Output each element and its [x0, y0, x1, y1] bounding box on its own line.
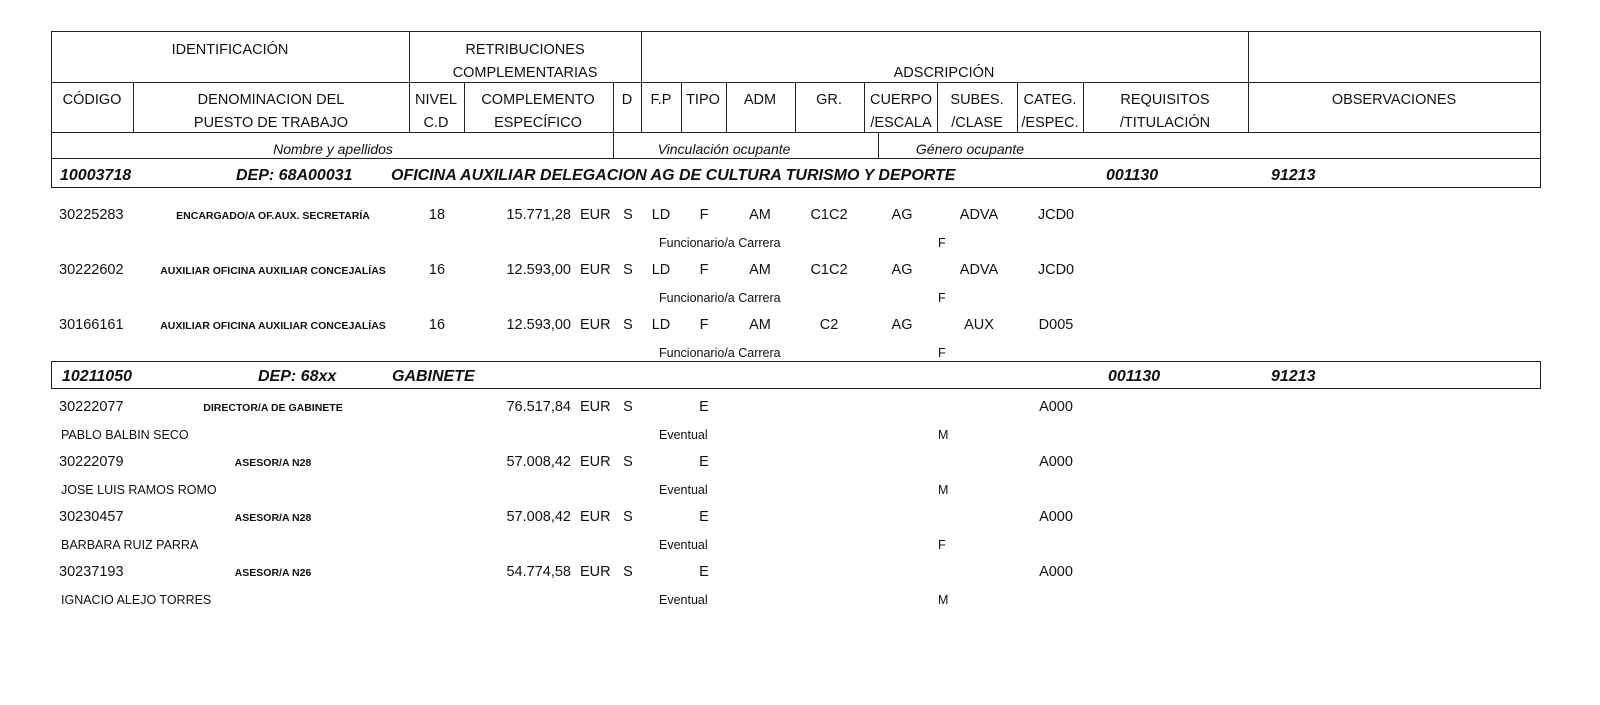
- section-num1: 001130: [1106, 167, 1159, 184]
- row-denominacion: DIRECTOR/A DE GABINETE: [203, 402, 343, 414]
- row-complemento: 12.593,00: [506, 262, 571, 278]
- row-moneda: EUR: [580, 399, 611, 415]
- header-subes-1: SUBES.: [950, 92, 1004, 108]
- section-num2: 91213: [1271, 167, 1316, 184]
- section-num2: 91213: [1271, 368, 1316, 385]
- row-d: S: [623, 564, 633, 580]
- row-subes: ADVA: [959, 207, 999, 223]
- header-categ-2: /ESPEC.: [1021, 115, 1079, 131]
- row-denominacion: AUXILIAR OFICINA AUXILIAR CONCEJALÍAS: [160, 265, 386, 277]
- header-tipo: TIPO: [686, 92, 720, 108]
- row-d: S: [623, 317, 633, 333]
- row-tipo: F: [699, 317, 709, 333]
- row-genero: M: [938, 428, 949, 442]
- header-gr: GR.: [816, 92, 842, 108]
- header-cuerpo-2: /ESCALA: [870, 115, 932, 131]
- row-adm: AM: [749, 207, 771, 223]
- header-nivel-2: C.D: [423, 115, 449, 131]
- row-categ: JCD0: [1037, 207, 1075, 223]
- row-tipo: E: [699, 564, 709, 580]
- row-moneda: EUR: [580, 564, 611, 580]
- row-genero: F: [938, 538, 946, 552]
- row-vinculacion: Funcionario/a Carrera: [659, 291, 781, 305]
- row-complemento: 12.593,00: [506, 317, 571, 333]
- row-complemento: 57.008,42: [506, 454, 571, 470]
- row-d: S: [623, 509, 633, 525]
- header-d: D: [621, 92, 633, 108]
- header-vinculacion: Vinculación ocupante: [657, 141, 791, 157]
- row-denominacion: ASESOR/A N28: [234, 457, 312, 469]
- row-moneda: EUR: [580, 262, 611, 278]
- row-nombre: IGNACIO ALEJO TORRES: [61, 593, 212, 607]
- row-nombre: JOSE LUIS RAMOS ROMO: [61, 483, 217, 497]
- header-complemento-1: COMPLEMENTO: [481, 92, 595, 108]
- row-tipo: E: [699, 399, 709, 415]
- header-retribuciones-1: RETRIBUCIONES: [465, 42, 585, 58]
- row-subes: AUX: [964, 317, 994, 333]
- row-moneda: EUR: [580, 509, 611, 525]
- row-complemento: 54.774,58: [506, 564, 571, 580]
- row-complemento: 15.771,28: [506, 207, 571, 223]
- section-name: OFICINA AUXILIAR DELEGACION AG DE CULTURA TURISMO Y DEPORTE: [391, 167, 956, 184]
- row-complemento: 76.517,84: [506, 399, 571, 415]
- row-denominacion: ASESOR/A N26: [234, 567, 312, 579]
- row-vinculacion: Eventual: [659, 538, 708, 552]
- header-nombre: Nombre y apellidos: [273, 141, 393, 157]
- row-nivel: 16: [428, 262, 446, 278]
- row-nombre: PABLO BALBIN SECO: [61, 428, 189, 442]
- row-fp: LD: [651, 262, 671, 278]
- row-vinculacion: Funcionario/a Carrera: [659, 346, 781, 360]
- row-vinculacion: Eventual: [659, 593, 708, 607]
- section-name: GABINETE: [392, 368, 475, 385]
- row-nombre: BARBARA RUIZ PARRA: [61, 538, 199, 552]
- header-nivel-1: NIVEL: [415, 92, 457, 108]
- row-categ: A000: [1039, 454, 1073, 470]
- row-d: S: [623, 399, 633, 415]
- row-moneda: EUR: [580, 207, 611, 223]
- row-complemento: 57.008,42: [506, 509, 571, 525]
- row-denominacion: ASESOR/A N28: [234, 512, 312, 524]
- row-codigo: 30222079: [59, 454, 124, 470]
- header-denominacion-1: DENOMINACION DEL: [197, 92, 345, 108]
- section-num1: 001130: [1108, 368, 1161, 385]
- row-d: S: [623, 207, 633, 223]
- header-genero: Género ocupante: [915, 141, 1025, 157]
- row-categ: JCD0: [1037, 262, 1075, 278]
- row-d: S: [623, 454, 633, 470]
- header-subes-2: /CLASE: [951, 115, 1003, 131]
- row-nivel: 16: [428, 317, 446, 333]
- row-codigo: 30230457: [59, 509, 124, 525]
- header-fp: F.P: [650, 92, 672, 108]
- row-cuerpo: AG: [891, 207, 913, 223]
- row-cuerpo: AG: [891, 262, 913, 278]
- row-denominacion: ENCARGADO/A OF.AUX. SECRETARÍA: [176, 210, 370, 222]
- header-categ-1: CATEG.: [1023, 92, 1077, 108]
- row-adm: AM: [749, 317, 771, 333]
- section-dep: DEP: 68A00031: [236, 167, 353, 184]
- row-tipo: E: [699, 454, 709, 470]
- header-codigo: CÓDIGO: [62, 92, 122, 108]
- row-fp: LD: [651, 317, 671, 333]
- row-vinculacion: Funcionario/a Carrera: [659, 236, 781, 250]
- header-identificacion: IDENTIFICACIÓN: [171, 42, 289, 58]
- section-code: 10211050: [62, 368, 132, 385]
- row-vinculacion: Eventual: [659, 428, 708, 442]
- row-d: S: [623, 262, 633, 278]
- row-genero: M: [938, 483, 949, 497]
- row-gr: C2: [819, 317, 839, 333]
- row-codigo: 30237193: [59, 564, 124, 580]
- row-tipo: E: [699, 509, 709, 525]
- row-gr: C1C2: [810, 207, 848, 223]
- row-genero: M: [938, 593, 949, 607]
- row-codigo: 30225283: [59, 207, 124, 223]
- header-complemento-2: ESPECÍFICO: [494, 115, 582, 131]
- section-code: 10003718: [60, 167, 132, 184]
- row-codigo: 30222077: [59, 399, 124, 415]
- row-adm: AM: [749, 262, 771, 278]
- row-tipo: F: [699, 262, 709, 278]
- header-adscripcion: ADSCRIPCIÓN: [893, 65, 995, 81]
- row-vinculacion: Eventual: [659, 483, 708, 497]
- row-categ: A000: [1039, 564, 1073, 580]
- row-categ: D005: [1038, 317, 1074, 333]
- section-dep: DEP: 68xx: [258, 368, 337, 385]
- row-fp: LD: [651, 207, 671, 223]
- row-moneda: EUR: [580, 317, 611, 333]
- row-nivel: 18: [428, 207, 446, 223]
- header-cuerpo-1: CUERPO: [869, 92, 933, 108]
- header-requisitos-1: REQUISITOS: [1120, 92, 1210, 108]
- row-cuerpo: AG: [891, 317, 913, 333]
- header-requisitos-2: /TITULACIÓN: [1119, 115, 1211, 131]
- header-retribuciones-2: COMPLEMENTARIAS: [452, 65, 598, 81]
- header-adm: ADM: [743, 92, 777, 108]
- row-gr: C1C2: [810, 262, 848, 278]
- row-subes: ADVA: [959, 262, 999, 278]
- row-tipo: F: [699, 207, 709, 223]
- row-codigo: 30222602: [59, 262, 124, 278]
- row-genero: F: [938, 346, 946, 360]
- row-codigo: 30166161: [59, 317, 124, 333]
- row-genero: F: [938, 291, 946, 305]
- row-denominacion: AUXILIAR OFICINA AUXILIAR CONCEJALÍAS: [160, 320, 386, 332]
- row-categ: A000: [1039, 509, 1073, 525]
- row-genero: F: [938, 236, 946, 250]
- header-denominacion-2: PUESTO DE TRABAJO: [193, 115, 349, 131]
- row-moneda: EUR: [580, 454, 611, 470]
- header-observaciones: OBSERVACIONES: [1331, 92, 1457, 108]
- row-categ: A000: [1039, 399, 1073, 415]
